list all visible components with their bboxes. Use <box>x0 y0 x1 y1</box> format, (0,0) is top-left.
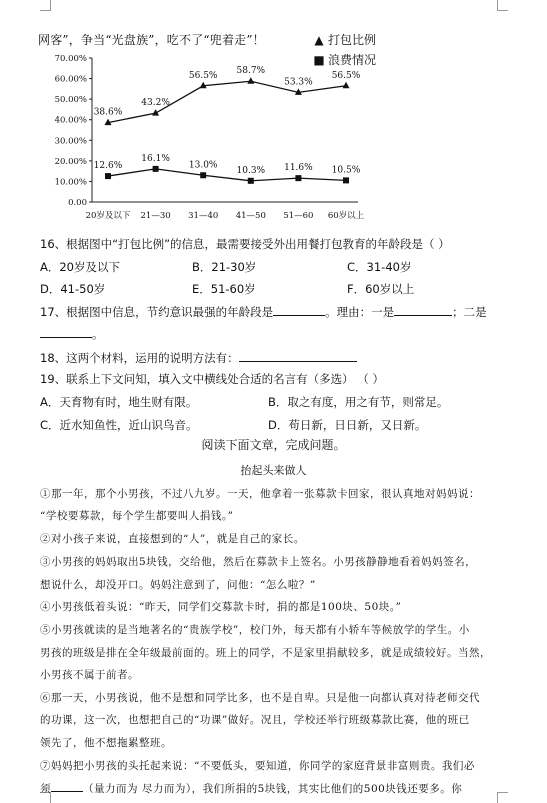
line-chart <box>36 46 366 228</box>
data-label: 56.5% <box>188 70 218 81</box>
paragraph-blank[interactable] <box>51 780 83 792</box>
triangle-icon: ▲ <box>314 33 324 47</box>
x-tick-label: 31—40 <box>188 211 219 221</box>
paragraph-line: ⑥那一天，小男孩说，他不是想和同学比多，也不是自卑。只是他一向都认真对待老师交代 <box>40 692 480 704</box>
data-label: 10.3% <box>236 165 266 176</box>
q17-blank-reason-2[interactable] <box>40 325 92 338</box>
q17-blank-age[interactable] <box>273 303 325 316</box>
paragraph-line: 小男孩不属于前者。 <box>40 669 139 681</box>
x-tick-label: 21—30 <box>140 211 171 221</box>
data-label: 16.1% <box>141 153 170 164</box>
article-title: 抬起头来做人 <box>240 464 307 477</box>
q19-option-c: C．近水知鱼性，近山识鸟音。 <box>40 418 198 432</box>
corner-mark-top-right <box>497 0 508 11</box>
question-16: 16、根据图中“打包比例”的信息，最需要接受外出用餐打包教育的年龄段是（ ） <box>40 237 450 251</box>
data-point-square <box>295 175 301 181</box>
data-label: 11.6% <box>284 163 313 174</box>
y-tick-label: 50.00% <box>54 95 87 106</box>
x-tick-label: 51—60 <box>283 211 314 221</box>
paragraph-line: ⑤小男孩就读的是当地著名的“贵族学校”，校门外，每天都有小轿车等候放学的学生。小 <box>40 624 470 636</box>
paragraph-line: ①那一年，那个小男孩，不过八九岁。一天，他拿着一张募款卡回家，很认真地对妈妈说： <box>40 488 480 500</box>
q18-text: 18、这两个材料，运用的说明方法有： <box>40 351 239 365</box>
q18-blank[interactable] <box>239 349 357 362</box>
data-point-triangle <box>247 77 254 84</box>
y-tick-label: 0.00 <box>68 198 87 208</box>
paragraph-line: ④小男孩低着头说：“昨天，同学们交募款卡时，捐的都是100块、50块。” <box>40 601 402 613</box>
q17-text-1: 17、根据图中信息，节约意识最强的年龄段是 <box>40 305 274 319</box>
q17-text-4: 。 <box>92 327 104 341</box>
paragraph-line: ③小男孩的妈妈取出5块钱，交给他，然后在募款卡上签名。小男孩静静地看着妈妈签名， <box>40 556 477 568</box>
corner-mark-bottom-right <box>497 792 508 803</box>
data-label: 10.5% <box>331 165 361 176</box>
q16-option-e: E．51-60岁 <box>192 282 256 296</box>
reading-instruction: 阅读下面文章，完成问题。 <box>201 438 346 452</box>
data-point-square <box>153 166 159 172</box>
q16-option-c: C．31-40岁 <box>347 260 412 274</box>
data-point-square <box>248 178 254 184</box>
data-point-triangle <box>343 82 350 89</box>
question-18 <box>40 349 357 366</box>
data-point-square <box>343 177 349 183</box>
q19-option-a: A．天育物有时，地生财有限。 <box>40 395 198 409</box>
question-19: 19、联系上下文问知，填入文中横线处合适的名言有（多选） （ ） <box>40 372 384 386</box>
corner-mark-top-left <box>40 0 51 11</box>
y-tick-label: 30.00% <box>54 136 87 147</box>
q16-option-f: F．60岁以上 <box>347 282 415 296</box>
data-label: 12.6% <box>93 161 123 172</box>
data-label: 13.0% <box>188 160 218 171</box>
paragraph-text: （量力而为 尽力而为），我们所捐的5块钱，其实比他们的500块钱还要多。你 <box>83 783 463 795</box>
paragraph-line: 想说什么，却没开口。妈妈注意到了，问他：“怎么啦？” <box>40 579 316 591</box>
paragraph-line-with-blank <box>40 780 462 796</box>
y-tick-label: 10.00% <box>54 177 87 188</box>
paragraph-line: 的功课，这一次，也想把自己的“功课”做好。况且，学校还举行班级募款比赛，他的班已 <box>40 714 470 726</box>
y-tick-label: 20.00% <box>54 156 87 167</box>
chart-header-text: 网客”，争当“光盘族”，吃不了“兜着走”！ <box>38 33 265 47</box>
q16-option-b: B．21-30岁 <box>192 260 257 274</box>
paragraph-line: ②对小孩子来说，直接想到的“人”，就是自己的家长。 <box>40 533 305 545</box>
q17-blank-reason-1[interactable] <box>394 303 452 316</box>
q19-option-d: D．苟日新，日日新，又日新。 <box>268 418 427 432</box>
data-point-square <box>200 172 206 178</box>
data-label: 58.7% <box>236 66 266 77</box>
question-17 <box>40 303 487 320</box>
x-tick-label: 41—50 <box>235 211 266 221</box>
q16-option-a: A．20岁及以下 <box>40 260 120 274</box>
q16-option-d: D．41-50岁 <box>40 282 106 296</box>
data-point-square <box>105 173 111 179</box>
q17-text-2: 。理由：一是 <box>325 305 395 319</box>
paragraph-line: ⑦妈妈把小男孩的头托起来说：“不要低头，要知道，你同学的家庭背景非富则贵。我们必 <box>40 760 475 772</box>
paragraph-text: 须 <box>40 783 51 795</box>
legend-label-waste: 浪费情况 <box>328 53 377 67</box>
paragraph-line: 男孩的班级是排在全年级最前面的。班上的同学，不是家里捐献较多，就是成绩较好。当然， <box>40 647 491 659</box>
legend-label-pack: 打包比例 <box>328 33 377 47</box>
x-tick-label: 20岁及以下 <box>85 211 131 221</box>
y-tick-label: 40.00% <box>54 115 87 126</box>
q17-text-3: ；二是 <box>452 305 487 319</box>
data-label: 53.3% <box>284 77 313 88</box>
q19-option-b: B．取之有度，用之有节，则常足。 <box>268 395 449 409</box>
question-17-continued <box>40 325 104 342</box>
y-tick-label: 70.00% <box>54 54 87 64</box>
x-tick-label: 60岁以上 <box>327 211 365 221</box>
data-label: 38.6% <box>93 107 123 118</box>
square-icon: ■ <box>313 53 325 67</box>
data-label: 56.5% <box>331 70 361 81</box>
paragraph-line: “学校要募款，每个学生都要叫人捐钱。” <box>40 510 234 522</box>
paragraph-line: 领先了，他不想拖累整班。 <box>40 737 172 749</box>
y-tick-label: 60.00% <box>54 74 87 85</box>
data-label: 43.2% <box>141 98 170 109</box>
